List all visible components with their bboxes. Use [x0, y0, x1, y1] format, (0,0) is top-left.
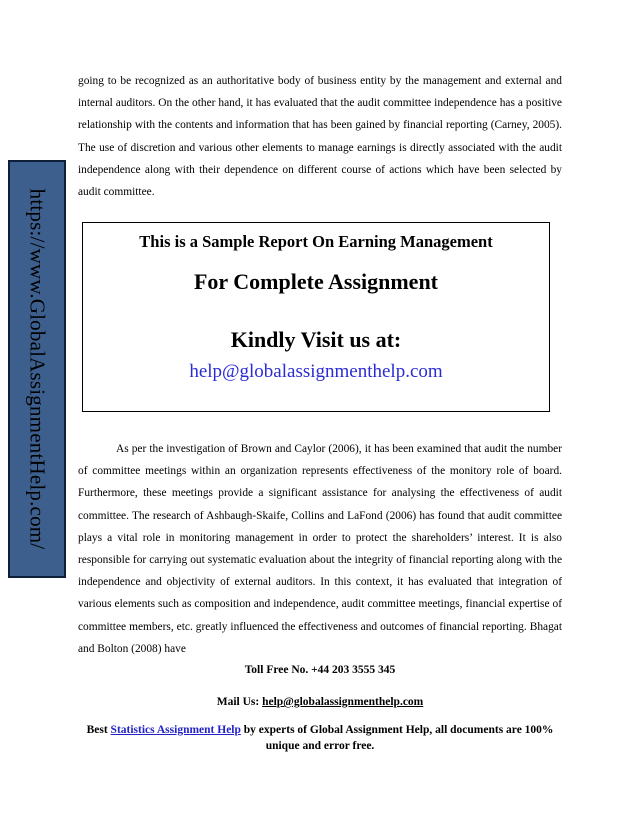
notice-email-link[interactable]: help@globalassignmenthelp.com — [189, 361, 443, 382]
notice-title: This is a Sample Report On Earning Management — [139, 232, 493, 251]
side-url-banner[interactable] — [8, 160, 66, 578]
notice-complete-assignment: For Complete Assignment — [193, 269, 439, 294]
footer-best-prefix: Best — [86, 724, 111, 736]
side-url-text: https://www.GlobalAssignmentHelp.com/ — [25, 188, 50, 550]
footer-best-suffix: by experts of Global Assignment Help, all documents are 100% unique and error free. — [240, 724, 554, 752]
sample-notice-box — [82, 222, 550, 412]
footer-mail — [78, 696, 562, 708]
notice-visit-us: Kindly Visit us at: — [230, 327, 402, 352]
footer-best — [78, 722, 562, 754]
body-paragraph-1: going to be recognized as an authoritative body of business entity by the management and external and internal auditors. On the other hand, it has evaluated that the audit committee independence has a positive relationship with the contents and information that has been gained by financial reporting (Carney, 2005). The use of discretion and various other elements to manage earnings is directly associated with the audit independence along with their dependence on different course of actions which have been selected by audit committee. — [78, 75, 562, 199]
footer-statistics-link[interactable]: Statistics Assignment Help — [110, 724, 241, 736]
footer-mail-link[interactable]: help@globalassignmenthelp.com — [262, 696, 424, 708]
footer-toll-free: Toll Free No. +44 203 3555 345 — [244, 664, 396, 676]
footer-mail-label: Mail Us: — [216, 696, 263, 708]
body-paragraph-2: As per the investigation of Brown and Caylor (2006), it has been examined that audit the number of committee meetings within an organization represents effectiveness of the monitory role of board. Furthermore, these meetings provide a significant assistance for analysing the effectiveness of audit committee. The research of Ashbaugh-Skaife, Collins and LaFond (2006) has found that audit committee plays a vital role in monitoring management in order to protect the shareholders’ interest. It is also responsible for carrying out systematic evaluation about the integrity of financial reporting along with the independence and objectivity of external auditors. In this context, it has evaluated that integration of various elements such as composition and independence, audit committee meetings, financial expertise of committee members, etc. greatly influenced the effectiveness and outcomes of financial reporting. Bhagat and Bolton (2008) have — [78, 443, 562, 655]
